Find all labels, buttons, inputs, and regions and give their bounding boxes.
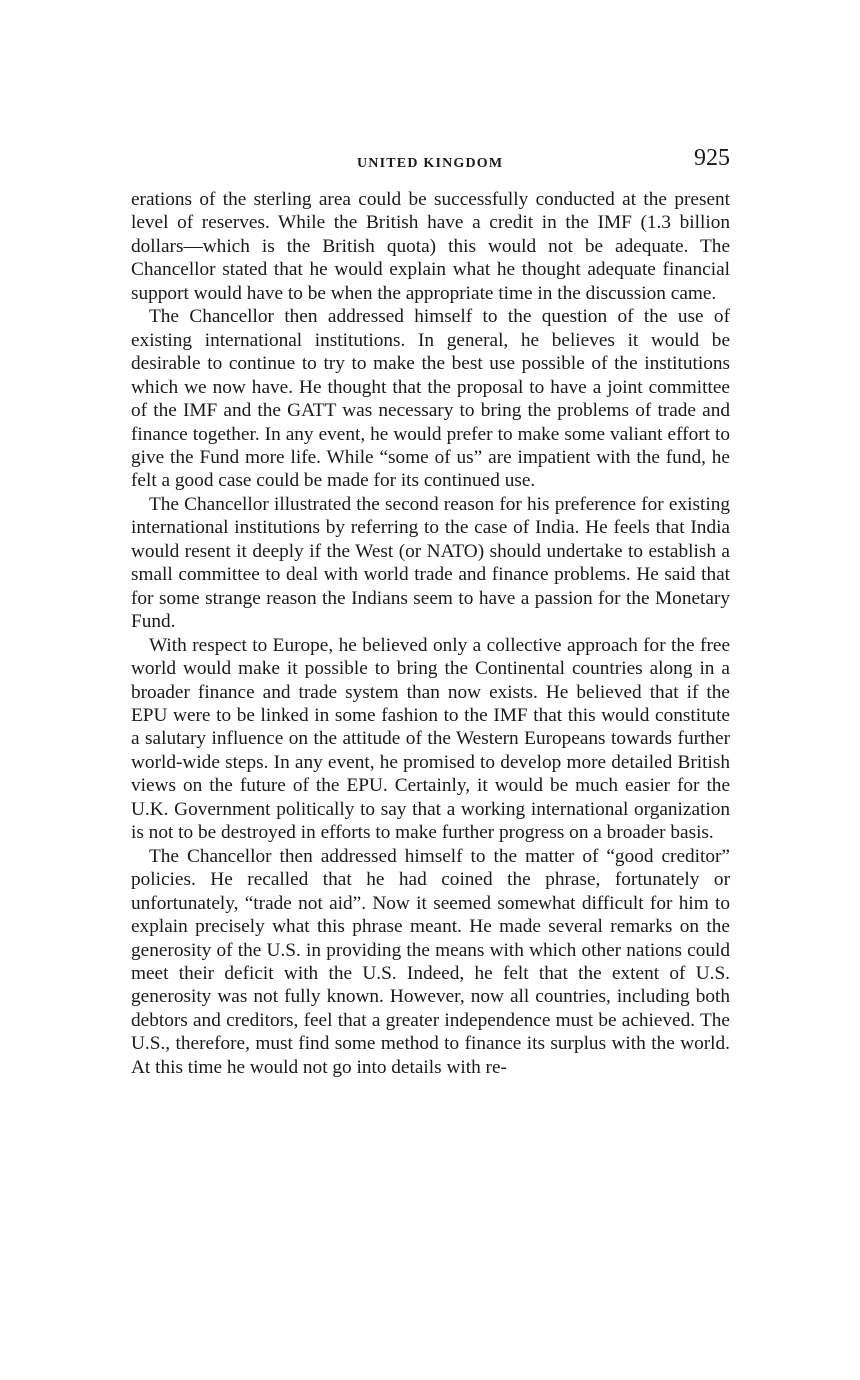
running-header — [131, 143, 730, 177]
paragraph-europe-epu: With respect to Europe, he believed only a collective approach for the free world would make it possible to bring the Continental countries along in a broader finance and trade system than now exists. He believed that if the EPU were to be linked in some fashion to the IMF that this would constitute a salutary influence on the attitude of the Western Europeans towards further world-wide steps. In any event, he promised to develop more detailed British views on the future of the EPU. Certainly, it would be much easier for the U.K. Government politically to say that a working international organization is not to be destroyed in efforts to make further progress on a broader basis. — [131, 634, 730, 844]
page-number: 925 — [694, 145, 730, 171]
paragraph-continuation: erations of the sterling area could be successfully conducted at the present level of reserves. While the British have a credit in the IMF (1.3 billion dollars—which is the British quota) this would not be adequate. The Chancellor stated that he would explain what he thought adequate financial support would have to be when the appropriate time in the discussion came. — [131, 189, 730, 304]
running-header-title: UNITED KINGDOM — [357, 156, 504, 171]
paragraph-international-institutions: The Chancellor then addressed himself to the question of the use of existing international institutions. In general, he believes it would be desirable to continue to try to make the best use possible of the institutions which we now have. He thought that the proposal to have a joint committee of the IMF and the GATT was necessary to bring the problems of trade and finance together. In any event, he would prefer to make some valiant effort to give the Fund more life. While “some of us” are impatient with the fund, he felt a good case could be made for its continued use. — [131, 306, 730, 492]
paragraph-good-creditor: The Chancellor then addressed himself to the matter of “good creditor” policies. He recalled that he had coined the phrase, fortunately or unfortunately, “trade not aid”. Now it seemed somewhat difficult for him to explain precisely what this phrase meant. He made several remarks on the generosity of the U.S. in providing the means with which other nations could meet their deficit with the U.S. Indeed, he felt that the extent of U.S. generosity was not fully known. However, now all countries, including both debtors and creditors, feel that a greater independence must be achieved. The U.S., therefore, must find some method to finance its surplus with the world. At this time he would not go into details with re- — [131, 845, 730, 1078]
paragraph-india: The Chancellor illustrated the second reason for his preference for existing international institutions by referring to the case of India. He feels that India would resent it deeply if the West (or NATO) should undertake to establish a small committee to deal with world trade and finance problems. He said that for some strange reason the Indians seem to have a passion for the Monetary Fund. — [131, 493, 730, 633]
body-text — [131, 188, 730, 1079]
